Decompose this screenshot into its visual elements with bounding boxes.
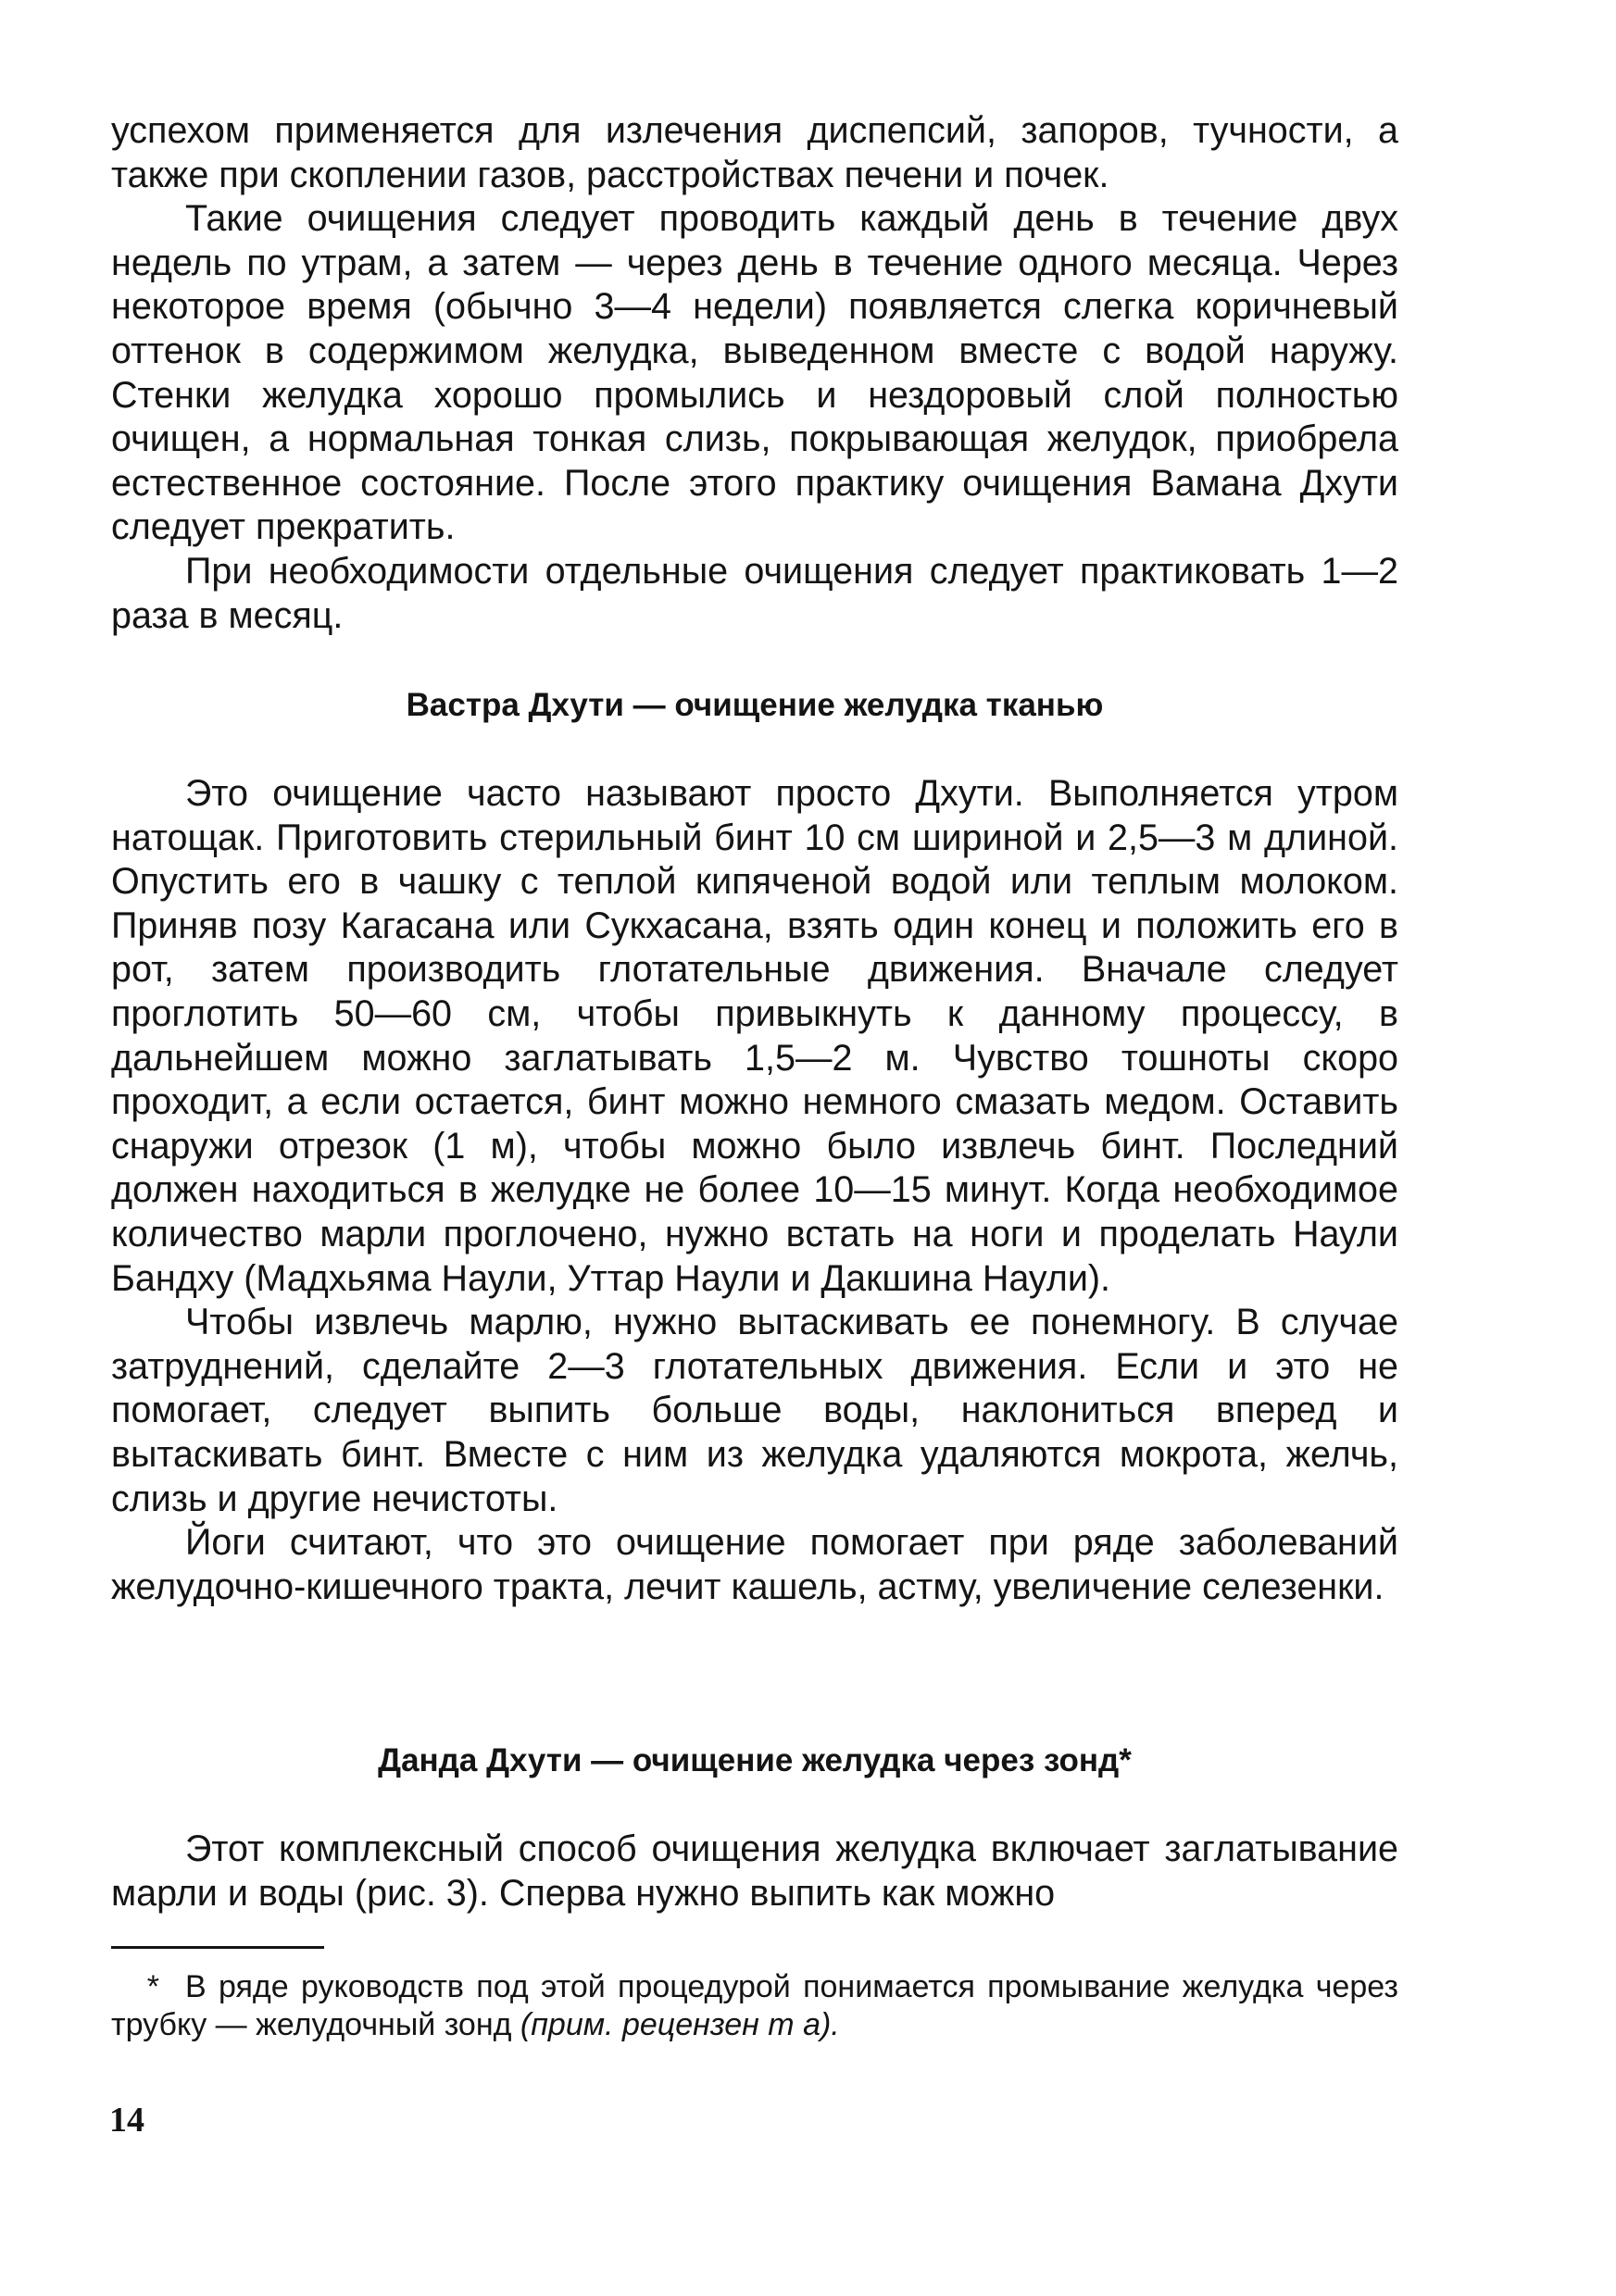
body-text-block-2 [111,772,1398,1609]
paragraph: Йоги считают, что это очищение помогает при ряде заболеваний желудочно-кишечного тракта, лечит кашель, астму, увеличение селезенки. [111,1522,1398,1607]
footnote-text: В ряде руководств под этой процедурой понимается промывание желудка через трубку — желудочный зонд [111,1969,1398,2042]
footnote-separator [111,1946,324,1949]
footnote [111,1968,1398,2044]
section-heading-vastra-dhuti: Вастра Дхути — очищение желудка тканью [406,687,1104,723]
paragraph: Это очищение часто называют просто Дхути. Выполняется утром натощак. Приготовить стерильный бинт 10 см шириной и 2,5—3 м длиной. Опустить его в чашку с теплой кипяченой водой или теплым молоком. Приняв позу Кагасана или Сукхасана, взять один конец и положить его в рот, затем производить глотательные движения. Вначале следует проглотить 50—60 см, чтобы привыкнуть к данному процессу, в дальнейшем можно заглатывать 1,5—2 м. Чувство тошноты скоро проходит, а если остается, бинт можно немного смазать медом. Оставить снаружи отрезок (1 м), чтобы можно было извлечь бинт. Последний должен находиться в желудке не более 10—15 минут. Когда необходимое количество марли проглочено, нужно встать на ноги и проделать Наули Бандху (Мадхьяма Наули, Уттар Наули и Дакшина Наули). [111,773,1398,1299]
footnote-italic-note: (прим. рецензен т а). [520,2007,840,2042]
paragraph: Чтобы извлечь марлю, нужно вытаскивать ее понемногу. В случае затруднений, сделайте 2—3 глотательных движения. Если и это не помогает, следует выпить больше воды, наклониться вперед и вытаскивать бинт. Вместе с ним из желудка удаляются мокрота, желчь, слизь и другие нечистоты. [111,1302,1398,1519]
footnote-mark: * [146,1969,159,2004]
paragraph: Такие очищения следует проводить каждый день в течение двух недель по утрам, а затем — через день в течение одного месяца. Через некоторое время (обычно 3—4 недели) появляется слегка коричневый оттенок в содержимом желудка, выведенном вместе с водой наружу. Стенки желудка хорошо промылись и нездоровый слой полностью очищен, а нормальная тонкая слизь, покрывающая желудок, приобрела естественное состояние. После этого практику очищения Вамана Дхути следует прекратить. [111,198,1398,548]
body-text-block-3 [111,1828,1398,1915]
paragraph: Этот комплексный способ очищения желудка включает заглатывание марли и воды (рис. 3). Сперва нужно выпить как можно [111,1828,1398,1914]
paragraph: При необходимости отдельные очищения следует практиковать 1—2 раза в месяц. [111,550,1398,636]
section-heading-danda-dhuti: Данда Дхути — очищение желудка через зонд* [378,1742,1132,1778]
body-text-block-1 [111,109,1398,638]
page-number: 14 [109,2101,144,2140]
paragraph: успехом применяется для излечения диспепсий, запоров, тучности, а также при скоплении газов, расстройствах печени и почек. [111,110,1398,195]
